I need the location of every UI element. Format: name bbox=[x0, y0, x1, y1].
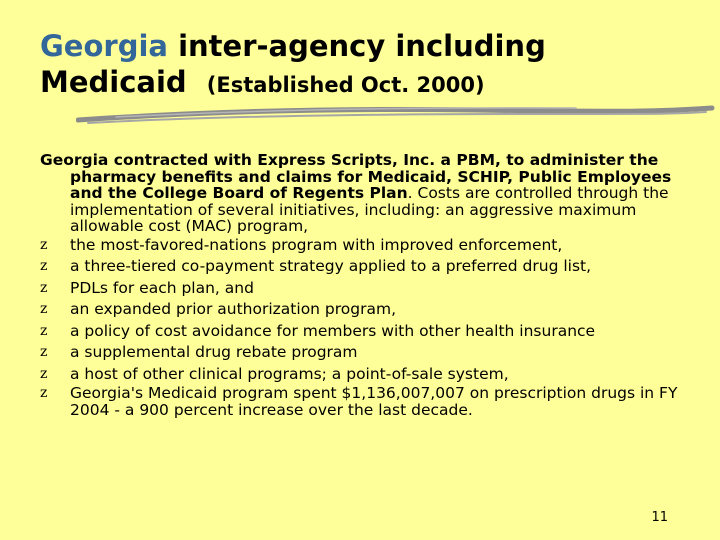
list-item: z a host of other clinical programs; a point-of-sale system, bbox=[40, 364, 680, 386]
intro-bold: Georgia contracted with Express Scripts, Inc. a PBM, to administer the pharmacy benefits and claims for Medicaid, SCHIP, Public Employees and the College Board of Regents Plan bbox=[40, 151, 672, 202]
intro-paragraph bbox=[40, 152, 680, 235]
bullet-icon: z bbox=[40, 301, 48, 317]
slide-title bbox=[40, 28, 700, 103]
title-underline-stroke bbox=[76, 104, 716, 128]
bullet-list bbox=[40, 235, 680, 386]
page-number: 11 bbox=[651, 510, 668, 525]
list-item bbox=[40, 385, 680, 419]
intro-normal: . Costs are controlled through the implementation of several initiatives, including: an aggressive maximum allowable cost (MAC) program, bbox=[70, 184, 669, 235]
list-item: z PDLs for each plan, and bbox=[40, 278, 680, 300]
list-item: z a supplemental drug rebate program bbox=[40, 342, 680, 364]
list-item: z a policy of cost avoidance for members with other health insurance bbox=[40, 321, 680, 343]
bullet-icon: z bbox=[40, 365, 48, 382]
bullet-icon: z bbox=[40, 279, 48, 296]
slide-body bbox=[40, 152, 680, 419]
bullet-icon: z bbox=[40, 344, 48, 360]
title-line2: Medicaid bbox=[40, 65, 187, 99]
title-established: (Established Oct. 2000) bbox=[206, 73, 485, 97]
bullet-icon: z bbox=[40, 322, 48, 339]
list-item: z an expanded prior authorization program, bbox=[40, 299, 680, 321]
bullet-icon: z bbox=[40, 258, 48, 274]
title-line1: inter-agency including bbox=[178, 29, 546, 63]
bullet-icon: z bbox=[40, 236, 48, 253]
bullet-icon: z bbox=[40, 385, 48, 401]
list-item: z the most-favored-nations program with improved enforcement, bbox=[40, 235, 680, 257]
list-item: z a three-tiered co-payment strategy applied to a preferred drug list, bbox=[40, 256, 680, 278]
final-bullet-text: Georgia's Medicaid program spent $1,136,007,007 on prescription drugs in FY 2004 - a 900 percent increase over the last decade. bbox=[70, 384, 678, 419]
final-bullet-list bbox=[40, 385, 680, 419]
title-highlight: Georgia bbox=[40, 29, 168, 63]
